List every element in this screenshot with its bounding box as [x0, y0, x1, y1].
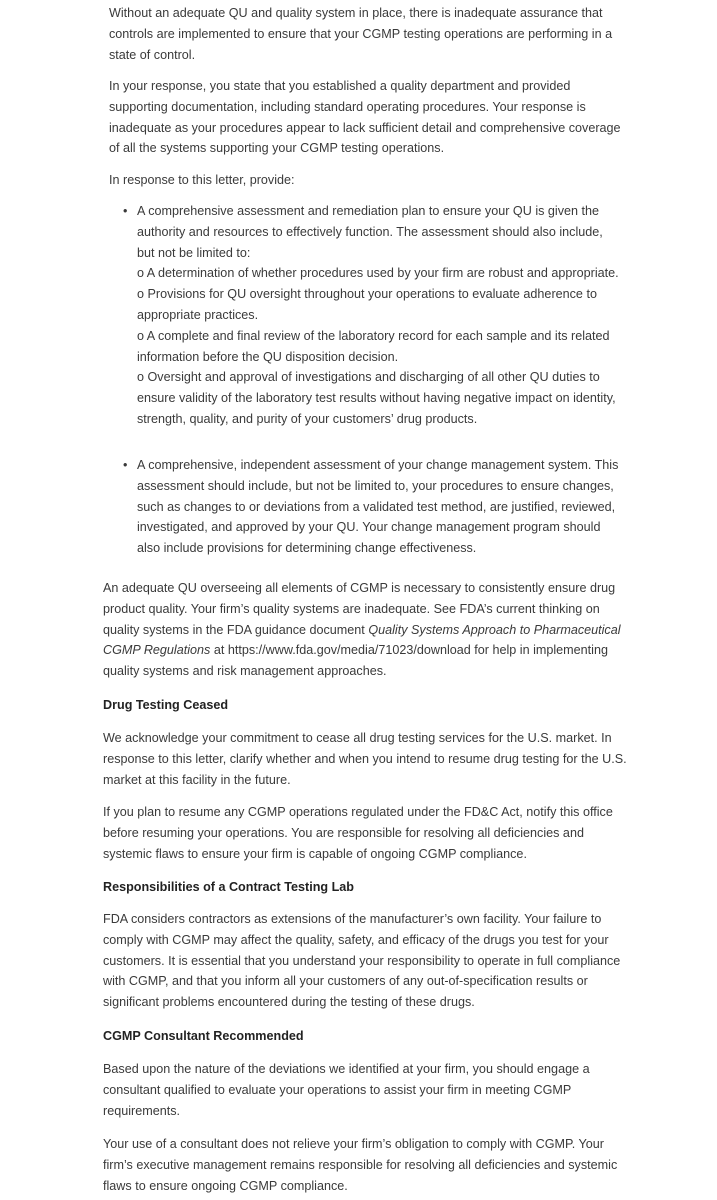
intro-paragraph-response: In your response, you state that you established a quality department and provided supporting documentation, including standard operating procedures. Your response is inadequate as your procedures appear to lack sufficient detail and comprehensive coverage of all the systems supporting your CGMP testing operations.: [109, 79, 621, 156]
list-item-text: A comprehensive assessment and remediation plan to ensure your QU is given the authority and resources to effectively function. The assessment should also include, but not be limited to:: [137, 204, 603, 260]
sub-item: o A determination of whether procedures used by your firm are robust and appropriate.: [137, 266, 619, 281]
intro-paragraph-qu-system: Without an adequate QU and quality system in place, there is inadequate assurance that controls are implemented to ensure that your CGMP testing operations are performing in a state of control.: [109, 6, 613, 62]
list-item: [120, 201, 620, 430]
contract-paragraph: FDA considers contractors as extensions of the manufacturer’s own facility. Your failure to comply with CGMP may affect the quality, safety, and efficacy of the drugs you test for your customers. It is essential that you understand your responsibility to operate in full compliance with CGMP, and that you inform all your customers of any out-of-specification results or significant problems encountered during the testing of these drugs.: [103, 912, 621, 1010]
heading-contract-testing-lab: Responsibilities of a Contract Testing Lab: [103, 880, 354, 894]
heading-drug-testing-ceased: Drug Testing Ceased: [103, 698, 229, 712]
consultant-paragraph-2: Your use of a consultant does not relieve your firm’s obligation to comply with CGMP. Your firm’s executive management remains responsible for resolving all deficiencies and systemic flaws to ensure ongoing CGMP compliance.: [103, 1137, 618, 1193]
qu-paragraph-text: An adequate QU overseeing all elements of CGMP is necessary to consistently ensure drug product quality. Your firm’s quality systems are inadequate. See FDA’s current thinking on quality systems in the FDA guidance document: [103, 581, 616, 637]
sub-item: o Provisions for QU oversight throughout your operations to evaluate adherence to appropriate practices.: [137, 287, 597, 322]
qu-paragraph-text-end: at https://www.fda.gov/media/71023/download for help in implementing quality systems and risk management approaches.: [103, 643, 608, 679]
consultant-paragraph-1: Based upon the nature of the deviations we identified at your firm, you should engage a consultant qualified to evaluate your operations to assist your firm in meeting CGMP requirements.: [103, 1062, 590, 1118]
ceased-paragraph-2: If you plan to resume any CGMP operations regulated under the FD&C Act, notify this office before resuming your operations. You are responsible for resolving all deficiencies and systemic flaws to ensure your firm is capable of ongoing CGMP compliance.: [103, 805, 613, 861]
provide-list: [120, 201, 620, 430]
provide-list-continued: [120, 455, 620, 559]
intro-paragraph-provide: In response to this letter, provide:: [109, 173, 295, 187]
list-item: • A comprehensive, independent assessment of your change management system. This assessment should include, but not be limited to, your procedures to ensure changes, such as changes to or deviations from a validated test method, are justified, reviewed, investigated, and approved by your QU. Your change management program should also include provisions for determining change effectiveness.: [120, 455, 620, 559]
heading-cgmp-consultant: CGMP Consultant Recommended: [103, 1029, 304, 1043]
sub-item: o A complete and final review of the laboratory record for each sample and its related information before the QU disposition decision.: [137, 328, 610, 364]
qu-paragraph: [103, 578, 629, 682]
guidance-document-title: Quality Systems Approach to Pharmaceutical CGMP Regulations: [103, 622, 621, 658]
ceased-paragraph-1: We acknowledge your commitment to cease all drug testing services for the U.S. market. In response to this letter, clarify whether and when you intend to resume drug testing for the U.S. market at this facility in the future.: [103, 731, 627, 787]
sub-item: o Oversight and approval of investigations and discharging of all other QU duties to ensure validity of the laboratory test results without having negative impact on identity, strength, quality, and purity of your customers’ drug products.: [137, 370, 616, 426]
